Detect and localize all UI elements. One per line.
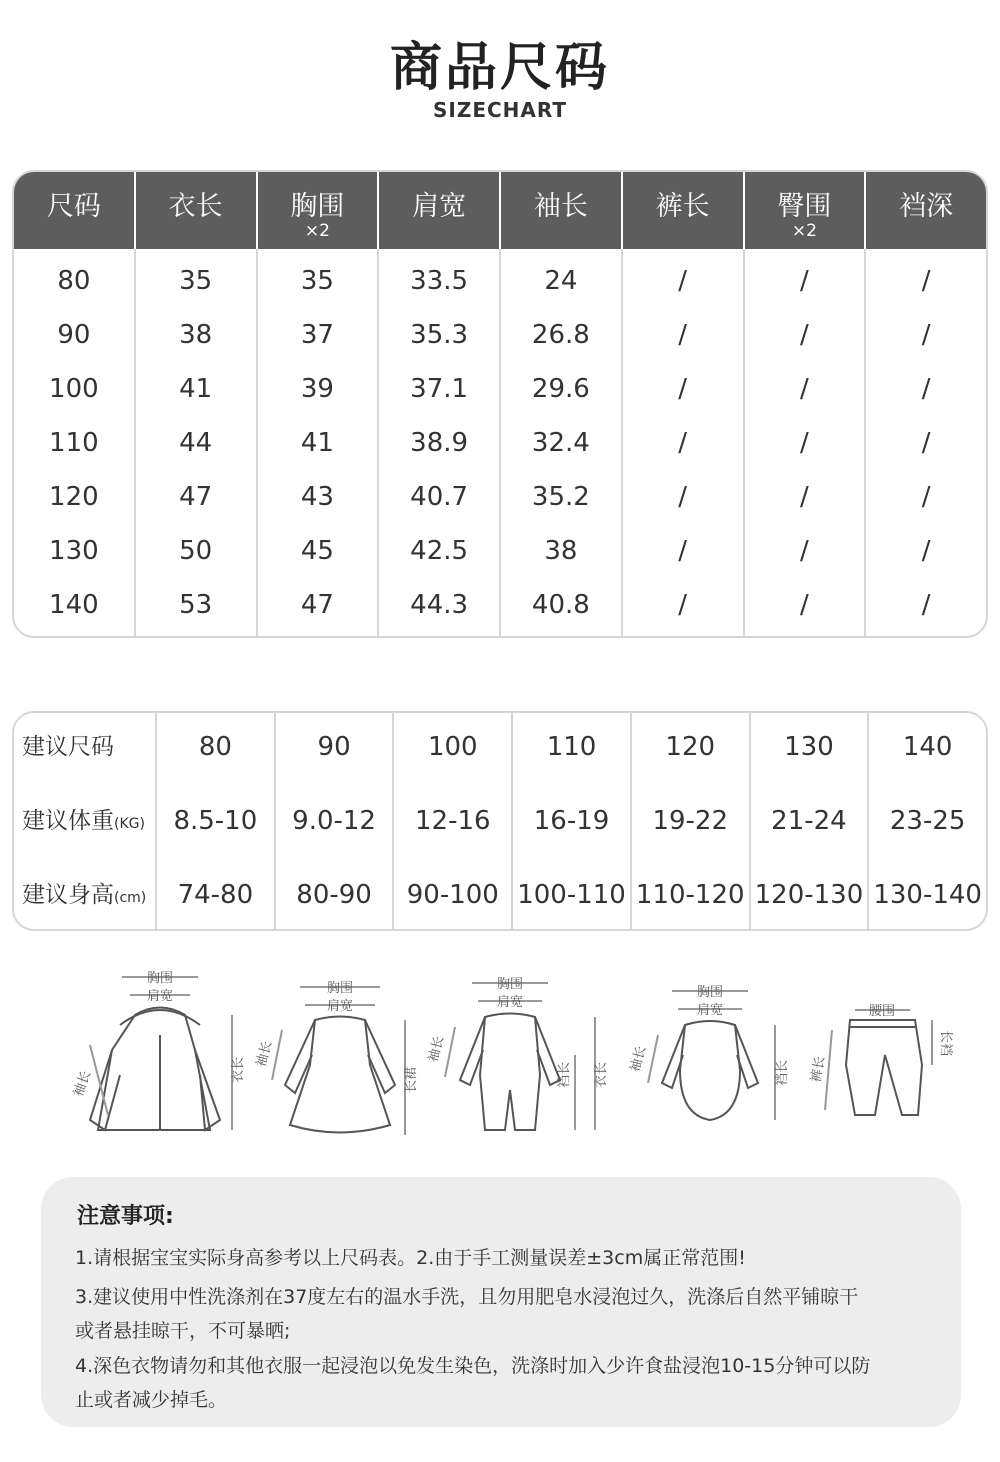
header-cell-size: 尺码	[14, 172, 136, 249]
table-cell: 140	[49, 590, 99, 620]
recommendation-column	[869, 713, 986, 929]
recommendation-label-column	[14, 713, 157, 929]
svg-text:胸围: 胸围	[146, 971, 174, 986]
header-cell-chest: 胸围 ×2	[258, 172, 380, 249]
table-cell: /	[678, 320, 687, 350]
notes-line-5: 止或者减少掉毛。	[75, 1389, 228, 1411]
recommendation-cell-height: 90-100	[406, 880, 499, 910]
table-cell: /	[678, 266, 687, 296]
care-notes-panel	[41, 1177, 961, 1427]
table-cell: 33.5	[410, 266, 469, 296]
recommendation-cell-weight: 8.5-10	[173, 806, 258, 836]
table-cell: /	[921, 482, 931, 512]
recommendation-cell-size: 80	[198, 732, 232, 762]
notes-line-2: 3.建议使用中性洗涤剂在37度左右的温水手洗，且勿用肥皂水浸泡过久，洗涤后自然平铺晾干	[75, 1286, 859, 1308]
table-cell: 44	[179, 428, 213, 458]
svg-text:胸围: 胸围	[696, 985, 724, 1000]
size-column-pants-length	[623, 249, 745, 636]
svg-text:衣长: 衣长	[594, 1061, 609, 1089]
recommendation-table	[12, 711, 988, 931]
table-cell: /	[921, 320, 931, 350]
table-cell: /	[799, 536, 809, 566]
recommendation-cell-height: 130-140	[873, 880, 982, 910]
table-cell: 42.5	[410, 536, 469, 566]
recommendation-cell-size: 120	[665, 732, 716, 762]
svg-text:长裆: 长裆	[938, 1029, 953, 1057]
recommendation-column	[751, 713, 870, 929]
header-cell-shoulder: 肩宽	[379, 172, 501, 249]
table-cell: /	[921, 428, 931, 458]
dress-illustration	[253, 981, 419, 1135]
recommendation-column	[157, 713, 276, 929]
size-chart-header-row	[14, 172, 986, 249]
table-cell: 39	[300, 374, 334, 404]
table-cell: /	[799, 482, 809, 512]
size-column-shoulder	[379, 249, 501, 636]
row-label-size: 建议尺码	[22, 734, 114, 760]
svg-text:肩宽: 肩宽	[696, 1003, 724, 1018]
table-cell: 90	[57, 320, 91, 350]
table-cell: 35.3	[410, 320, 469, 350]
svg-text:长裙: 长裙	[404, 1066, 419, 1094]
svg-text:衣长: 衣长	[231, 1056, 246, 1084]
recommendation-cell-weight: 16-19	[533, 806, 610, 836]
recommendation-column	[513, 713, 632, 929]
table-cell: /	[921, 590, 931, 620]
svg-text:肩宽: 肩宽	[146, 989, 174, 1004]
table-cell: 35.2	[531, 482, 590, 512]
size-chart-body	[14, 249, 986, 636]
table-cell: /	[799, 374, 809, 404]
table-cell: 40.7	[410, 482, 469, 512]
svg-text:肩宽: 肩宽	[326, 999, 354, 1014]
notes-line-1: 1.请根据宝宝实际身高参考以上尺码表。2.由于手工测量误差±3cm属正常范围!	[75, 1247, 746, 1269]
table-cell: /	[678, 536, 687, 566]
table-cell: 24	[544, 266, 578, 296]
table-cell: 35	[179, 266, 213, 296]
romper-illustration	[425, 977, 609, 1130]
table-cell: /	[678, 374, 687, 404]
recommendation-cell-size: 130	[784, 732, 834, 762]
recommendation-cell-size: 100	[427, 732, 478, 762]
garment-measurement-illustrations	[60, 955, 960, 1155]
table-cell: 47	[300, 590, 334, 620]
svg-text:裆长: 裆长	[775, 1059, 790, 1087]
table-cell: 43	[300, 482, 334, 512]
header-cell-hip: 臀围 ×2	[745, 172, 867, 249]
bodysuit-illustration	[627, 985, 790, 1120]
table-cell: 29.6	[531, 374, 590, 404]
table-cell: 26.8	[531, 320, 590, 350]
table-cell: 38.9	[410, 428, 469, 458]
svg-text:裤长: 裤长	[808, 1055, 829, 1084]
table-cell: 53	[179, 590, 213, 620]
table-cell: 35	[300, 266, 334, 296]
recommendation-cell-weight: 21-24	[771, 806, 847, 836]
svg-text:袖长: 袖长	[628, 1044, 650, 1074]
table-cell: /	[921, 374, 931, 404]
table-cell: /	[921, 536, 931, 566]
table-cell: /	[799, 266, 809, 296]
recommendation-column	[394, 713, 513, 929]
header-cell-pants-length: 裤长	[623, 172, 745, 249]
table-cell: 100	[49, 374, 99, 404]
table-cell: 37	[300, 320, 334, 350]
table-cell: 80	[57, 266, 91, 296]
table-cell: 41	[300, 428, 334, 458]
table-cell: 45	[300, 536, 334, 566]
table-cell: /	[678, 428, 687, 458]
recommendation-cell-height: 100-110	[517, 880, 626, 910]
table-cell: 44.3	[410, 590, 469, 620]
pants-illustration	[809, 1004, 954, 1115]
row-label-weight: 建议体重(KG)	[22, 808, 145, 834]
size-column-size	[14, 249, 136, 636]
table-cell: 47	[179, 482, 213, 512]
table-cell: 40.8	[531, 590, 590, 620]
recommendation-cell-size: 90	[317, 732, 351, 762]
recommendation-cell-size: 110	[546, 732, 597, 762]
table-cell: /	[678, 590, 687, 620]
recommendation-cell-height: 74-80	[177, 880, 254, 910]
table-cell: 37.1	[410, 374, 469, 404]
svg-text:袖长: 袖长	[254, 1039, 276, 1069]
table-cell: 50	[179, 536, 213, 566]
table-cell: 38	[544, 536, 578, 566]
table-cell: /	[799, 590, 809, 620]
table-cell: 110	[49, 428, 99, 458]
notes-line-3: 或者悬挂晾干，不可暴晒;	[75, 1320, 291, 1342]
table-cell: /	[799, 428, 809, 458]
notes-line-4: 4.深色衣物请勿和其他衣服一起浸泡以免发生染色，洗涤时加入少许食盐浸泡10-15分钟可以防	[75, 1355, 871, 1377]
table-cell: /	[921, 266, 931, 296]
size-column-length	[136, 249, 258, 636]
table-cell: /	[799, 320, 809, 350]
recommendation-cell-weight: 12-16	[415, 806, 491, 836]
svg-text:腰围: 腰围	[868, 1004, 896, 1019]
table-cell: /	[678, 482, 687, 512]
table-cell: 130	[49, 536, 99, 566]
recommendation-cell-height: 110-120	[635, 880, 745, 910]
header-cell-sleeve: 袖长	[501, 172, 623, 249]
recommendation-column	[632, 713, 751, 929]
table-cell: 41	[179, 374, 213, 404]
recommendation-cell-weight: 19-22	[652, 806, 729, 836]
svg-text:胸围: 胸围	[496, 977, 524, 992]
size-column-hip	[745, 249, 867, 636]
recommendation-cell-weight: 9.0-12	[292, 806, 376, 836]
svg-text:肩宽: 肩宽	[496, 995, 524, 1010]
recommendation-cell-weight: 23-25	[889, 806, 966, 836]
recommendation-cell-height: 120-130	[754, 880, 864, 910]
table-cell: 120	[49, 482, 99, 512]
size-column-crotch-depth	[866, 249, 986, 636]
page-subtitle: SIZECHART	[432, 98, 568, 122]
size-column-sleeve	[501, 249, 623, 636]
size-chart-table	[12, 170, 988, 638]
svg-text:裆长: 裆长	[557, 1061, 572, 1089]
header-cell-length: 衣长	[136, 172, 258, 249]
row-label-height: 建议身高(cm)	[22, 882, 147, 908]
svg-text:胸围: 胸围	[326, 981, 354, 996]
table-cell: 38	[179, 320, 213, 350]
notes-title: 注意事项:	[77, 1204, 174, 1229]
size-column-chest	[258, 249, 380, 636]
svg-text:袖长: 袖长	[71, 1069, 95, 1099]
table-cell: 32.4	[531, 428, 590, 458]
recommendation-cell-size: 140	[902, 732, 953, 762]
page-title: 商品尺码	[389, 38, 610, 98]
svg-text:袖长: 袖长	[426, 1034, 448, 1064]
recommendation-column	[276, 713, 395, 929]
header-cell-crotch-depth: 裆深	[899, 191, 954, 222]
jacket-illustration	[70, 971, 246, 1130]
recommendation-cell-height: 80-90	[296, 880, 372, 910]
